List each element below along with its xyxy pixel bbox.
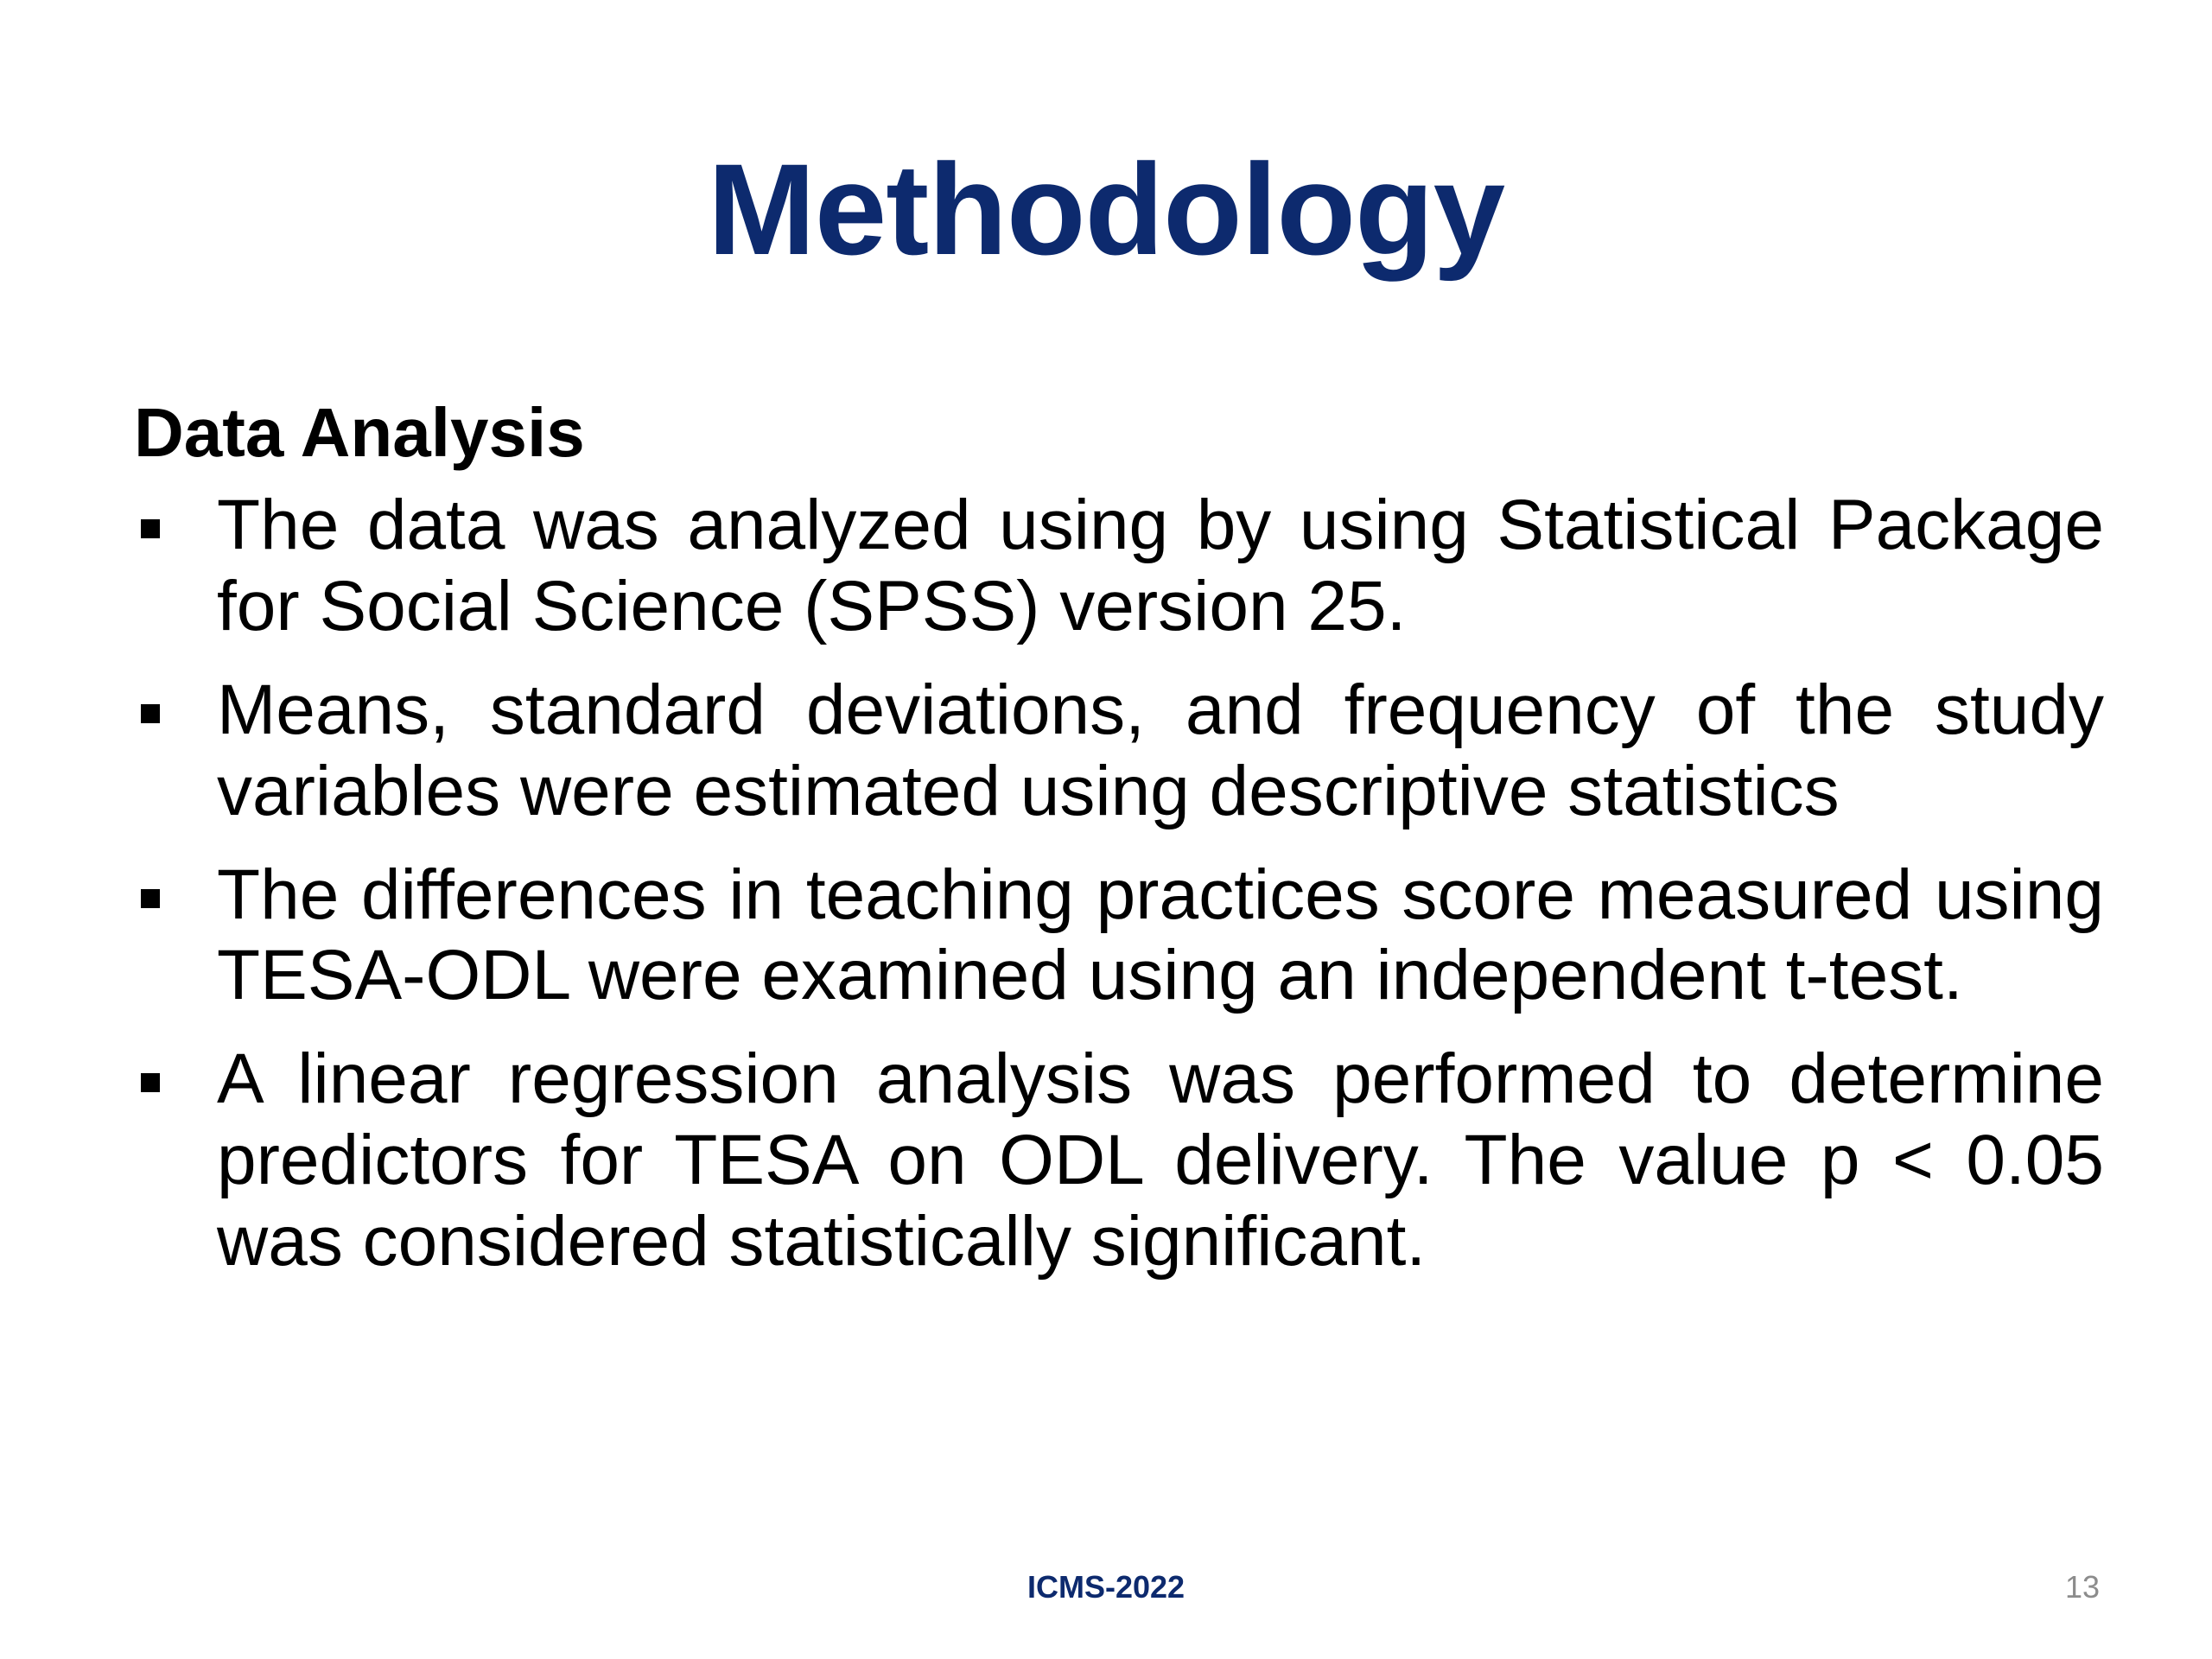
bullet-text: The data was analyzed using by using Statistical Package for Social Science (SPSS) version 25. xyxy=(217,486,2104,645)
square-bullet-icon xyxy=(141,889,160,908)
bullet-text: The differences in teaching practices score measured using TESA-ODL were examined using an independent t-test. xyxy=(217,855,2104,1015)
page-number: 13 xyxy=(2064,1569,2100,1605)
square-bullet-icon xyxy=(141,704,160,723)
bullet-item xyxy=(134,485,2104,647)
footer-conference-label: ICMS-2022 xyxy=(1027,1569,1185,1605)
section-heading: Data Analysis xyxy=(134,394,585,471)
square-bullet-icon xyxy=(141,519,160,538)
bullet-text: Means, standard deviations, and frequency of the study variables were estimated using descriptive statistics xyxy=(217,670,2104,830)
bullet-item xyxy=(134,1039,2104,1282)
bullet-item xyxy=(134,855,2104,1017)
bullet-list xyxy=(134,485,2104,1282)
square-bullet-icon xyxy=(141,1073,160,1092)
slide-title: Methodology xyxy=(707,137,1505,282)
bullet-text: A linear regression analysis was performed to determine predictors for TESA on ODL delivery. The value p < 0.05 was considered statistically significant. xyxy=(217,1039,2104,1281)
bullet-item xyxy=(134,670,2104,832)
slide-content xyxy=(134,393,2104,1305)
